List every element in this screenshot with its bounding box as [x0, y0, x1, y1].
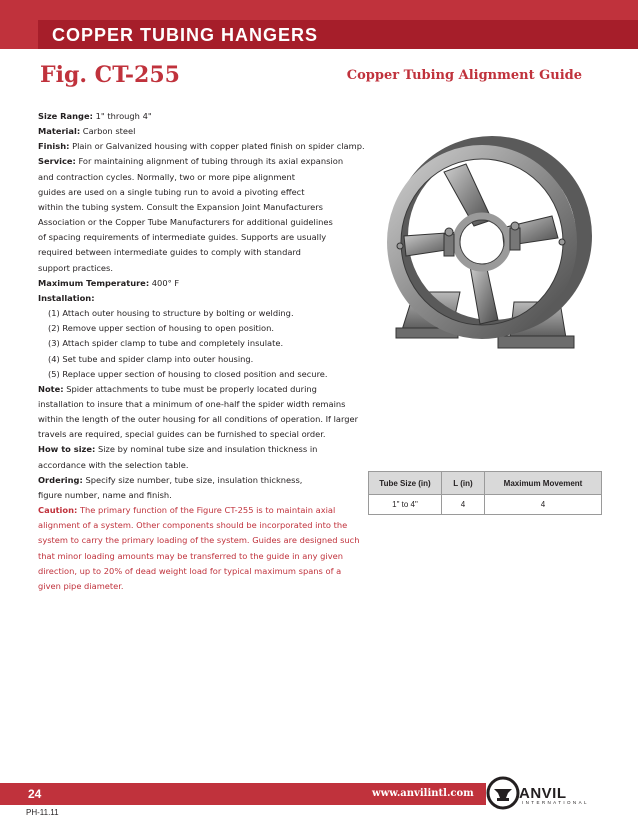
installation-step: (4) Set tube and spider clamp into outer housing. — [48, 353, 254, 364]
product-photo — [374, 124, 600, 364]
installation-step: (3) Attach spider clamp to tube and completely insulate. — [48, 338, 284, 349]
note-label: Note: — [38, 383, 64, 394]
table-cell: 4 — [442, 495, 485, 515]
finish-value: Plain or Galvanized housing with copper plated finish on spider clamp. — [72, 141, 365, 152]
edition-code: PH-11.11 — [26, 808, 59, 817]
page-header-title: COPPER TUBING HANGERS — [52, 25, 319, 45]
finish-label: Finish: — [38, 141, 70, 152]
service-text: of spacing requirements of intermediate guides. Supports are usually — [38, 232, 327, 243]
max-temp-value: 400° F — [151, 277, 180, 288]
material-line — [38, 124, 368, 139]
figure-number: Fig. CT-255 — [40, 62, 180, 88]
column-header: Maximum Movement — [485, 472, 602, 495]
website-link[interactable]: www.anvilintl.com — [372, 788, 474, 799]
howto-line — [38, 442, 368, 457]
ordering-line — [38, 473, 368, 488]
installation-label: Installation: — [38, 292, 95, 303]
size-range-value: 1" through 4" — [95, 111, 152, 121]
service-line — [38, 154, 368, 169]
caution-text: alignment of a system. Other components should be incorporated into the — [38, 520, 348, 531]
max-temp-label: Maximum Temperature: — [38, 277, 150, 288]
page-number: 24 — [28, 787, 42, 801]
installation-step: (1) Attach outer housing to structure by bolting or welding. — [48, 308, 294, 319]
service-text: Association or the Copper Tube Manufacturers for additional guidelines — [38, 217, 333, 228]
installation-heading — [38, 291, 368, 306]
note-text: Spider attachments to tube must be properly located during — [66, 383, 317, 394]
note-line — [38, 382, 368, 397]
column-header: L (in) — [442, 472, 485, 495]
max-temp-line — [38, 276, 368, 291]
caution-text: given pipe diameter. — [38, 580, 124, 591]
table-cell: 4 — [485, 495, 602, 515]
note-text: travels are required, special guides can be furnished to special order. — [38, 429, 326, 440]
table-cell: 1" to 4" — [369, 495, 442, 515]
material-label: Material: — [38, 126, 81, 137]
caution-text: The primary function of the Figure CT-255 is to maintain axial — [79, 505, 336, 516]
caution-label: Caution: — [38, 505, 78, 516]
table-row — [369, 495, 602, 515]
howto-text: accordance with the selection table. — [38, 459, 189, 470]
ordering-text: figure number, name and finish. — [38, 489, 172, 500]
installation-step: (5) Replace upper section of housing to closed position and secure. — [48, 368, 328, 379]
logo-wordmark: ANVIL — [519, 785, 567, 802]
note-text: within the length of the outer housing for all conditions of operation. If larger — [38, 414, 359, 425]
ordering-text: Specify size number, tube size, insulation thickness, — [85, 474, 303, 485]
size-range-label: Size Range: — [38, 111, 93, 121]
caution-text: direction, up to 20% of dead weight load for typical maximum spans of a — [38, 565, 342, 576]
table-header-row — [369, 472, 602, 495]
material-value: Carbon steel — [82, 126, 136, 137]
spec-text — [38, 109, 368, 594]
note-text: installation to insure that a minimum of one-half the spider width remains — [38, 398, 346, 409]
howto-text: Size by nominal tube size and insulation thickness in — [97, 444, 318, 455]
finish-line — [38, 139, 368, 154]
service-text: support practices. — [38, 262, 114, 273]
service-text: guides are used on a single tubing run to avoid a pivoting effect — [38, 186, 305, 197]
service-text: required between intermediate guides to comply with standard — [38, 247, 301, 258]
logo-subtitle: INTERNATIONAL — [522, 800, 589, 805]
ordering-label: Ordering: — [38, 474, 83, 485]
column-header: Tube Size (in) — [369, 472, 442, 495]
service-text: For maintaining alignment of tubing through its axial expansion — [78, 156, 344, 167]
caution-text: that minor loading amounts may be transferred to the guide in any given — [38, 550, 344, 561]
figure-title: Copper Tubing Alignment Guide — [346, 68, 582, 83]
howto-label: How to size: — [38, 444, 96, 455]
caution-text: system to carry the primary loading of the system. Guides are designed such — [38, 535, 360, 546]
service-text: within the tubing system. Consult the Expansion Joint Manufacturers — [38, 201, 323, 212]
selection-table — [368, 471, 602, 515]
service-label: Service: — [38, 156, 76, 167]
size-range-line — [38, 109, 368, 124]
caution-line — [38, 503, 368, 518]
installation-step: (2) Remove upper section of housing to open position. — [48, 323, 274, 334]
service-text: and contraction cycles. Normally, two or more pipe alignment — [38, 171, 296, 182]
